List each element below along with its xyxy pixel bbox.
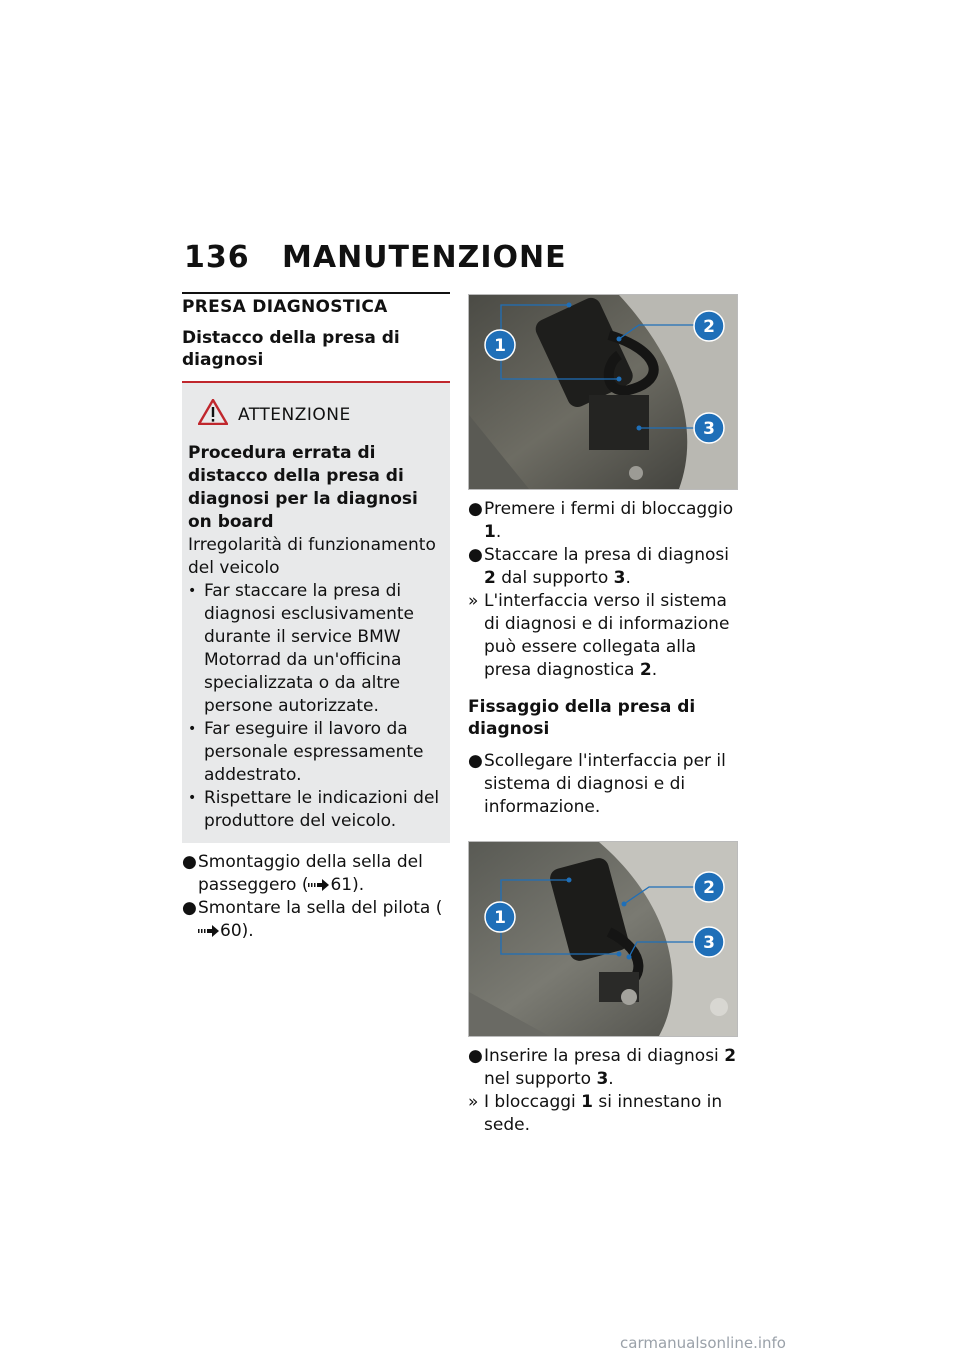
step-text-end: ). bbox=[241, 921, 254, 941]
step-text: Smontare la sella del pilota ( bbox=[198, 898, 443, 918]
subtitle-fasten: Fissaggio della presa di diagnosi bbox=[468, 697, 696, 739]
warning-triangle-icon bbox=[198, 399, 228, 432]
warning-list bbox=[188, 580, 444, 833]
callout-ref: 1 bbox=[484, 522, 496, 542]
callout-3: 3 bbox=[703, 419, 715, 439]
step-text: Premere i fermi di bloccaggio bbox=[484, 499, 734, 519]
step-text-end: . bbox=[608, 1069, 614, 1089]
callout-3: 3 bbox=[703, 933, 715, 953]
step-item bbox=[468, 750, 738, 819]
step-list-right-3 bbox=[468, 1045, 738, 1137]
step-text-mid: nel supporto bbox=[484, 1069, 597, 1089]
bullet-marker: ● bbox=[468, 499, 483, 519]
warning-box bbox=[182, 383, 450, 843]
step-item: ● Smontare la sella del pilota (60). bbox=[182, 898, 443, 941]
section-rule bbox=[182, 292, 450, 294]
footer-watermark: carmanualsonline.info bbox=[620, 1334, 786, 1352]
page-heading: MANUTENZIONE bbox=[282, 240, 567, 275]
list-item: • Rispettare le indicazioni del produttore del veicolo. bbox=[188, 788, 440, 831]
step-text-end: ). bbox=[352, 875, 365, 895]
step-text-mid: si innestano in sede. bbox=[484, 1092, 723, 1135]
warning-header bbox=[188, 399, 444, 432]
step-item bbox=[468, 590, 738, 682]
callout-ref: 2 bbox=[484, 568, 496, 588]
warning-label: ATTENZIONE bbox=[238, 405, 351, 425]
step-item bbox=[468, 1045, 738, 1091]
callout-ref: 1 bbox=[581, 1092, 593, 1112]
result-marker: » bbox=[468, 1092, 479, 1112]
figure-detach-diagnostic-socket bbox=[468, 294, 738, 490]
step-text: Inserire la presa di diagnosi bbox=[484, 1046, 725, 1066]
callout-ref: 2 bbox=[639, 660, 652, 680]
page-number: 136 bbox=[184, 240, 250, 275]
list-item: • Far eseguire il lavoro da personale espressamente addestrato. bbox=[188, 719, 424, 785]
step-text: Staccare la presa di diagnosi bbox=[484, 545, 729, 565]
step-list-right-1 bbox=[468, 498, 738, 682]
page-reference[interactable]: 60 bbox=[220, 921, 242, 941]
step-list-left bbox=[182, 851, 450, 943]
step-text: I bloccaggi bbox=[484, 1092, 582, 1112]
callout-ref: 3 bbox=[596, 1069, 609, 1089]
step-item: ● Smontaggio della sella del passeggero ( 61). bbox=[182, 852, 423, 895]
bullet-marker: ● bbox=[468, 1046, 483, 1066]
list-item-text: Far staccare la presa di diagnosi esclusivamente durante il service BMW Motorrad da un'officina specializzata o da altre persone autorizzate. bbox=[204, 581, 415, 716]
subtitle-detach: Distacco della presa di diagnosi bbox=[182, 328, 400, 370]
step-text: L'interfaccia verso il sistema di diagnosi e di informazione può essere collegata alla presa diagnostica bbox=[484, 591, 730, 680]
left-column bbox=[182, 292, 450, 943]
page-reference[interactable]: 61 bbox=[330, 875, 353, 895]
list-item-text: Rispettare le indicazioni del produttore del veicolo. bbox=[204, 788, 440, 831]
step-text-end: . bbox=[625, 568, 631, 588]
step-text-end: . bbox=[495, 522, 502, 542]
bullet-marker: ● bbox=[468, 751, 483, 771]
right-column bbox=[468, 294, 738, 1137]
callout-ref: 3 bbox=[613, 568, 626, 588]
callout-2: 2 bbox=[703, 878, 715, 898]
step-text: Scollegare l'interfaccia per il sistema di diagnosi e di informazione. bbox=[484, 751, 726, 817]
callout-2: 2 bbox=[703, 317, 715, 337]
figure-fasten-diagnostic-socket bbox=[468, 841, 738, 1037]
section-title: PRESA DIAGNOSTICA bbox=[182, 297, 388, 317]
page-reference-arrow-icon bbox=[198, 925, 220, 937]
list-item-text: Far eseguire il lavoro da personale espressamente addestrato. bbox=[204, 719, 424, 785]
step-item bbox=[468, 544, 738, 590]
step-text: Smontaggio della sella del passeggero ( bbox=[198, 852, 423, 895]
callout-1: 1 bbox=[494, 908, 506, 928]
callout-1: 1 bbox=[494, 336, 506, 356]
step-item bbox=[468, 498, 738, 544]
list-item: • Far staccare la presa di diagnosi esclusivamente durante il service BMW Motorrad da un'officina specializzata o da altre persone autorizzate. bbox=[188, 581, 415, 716]
warning-consequence: Irregolarità di funzionamento del veicolo bbox=[188, 535, 436, 578]
warning-title: Procedura errata di distacco della presa di diagnosi per la diagnosi on board bbox=[188, 443, 418, 532]
callout-ref: 2 bbox=[724, 1046, 737, 1066]
step-item bbox=[468, 1091, 738, 1137]
result-marker: » bbox=[468, 591, 479, 611]
bullet-marker: ● bbox=[468, 545, 483, 565]
step-text-mid: dal supporto bbox=[495, 568, 614, 588]
page-reference-arrow-icon bbox=[308, 879, 330, 891]
step-list-right-2 bbox=[468, 750, 738, 819]
step-text-end: . bbox=[651, 660, 658, 680]
